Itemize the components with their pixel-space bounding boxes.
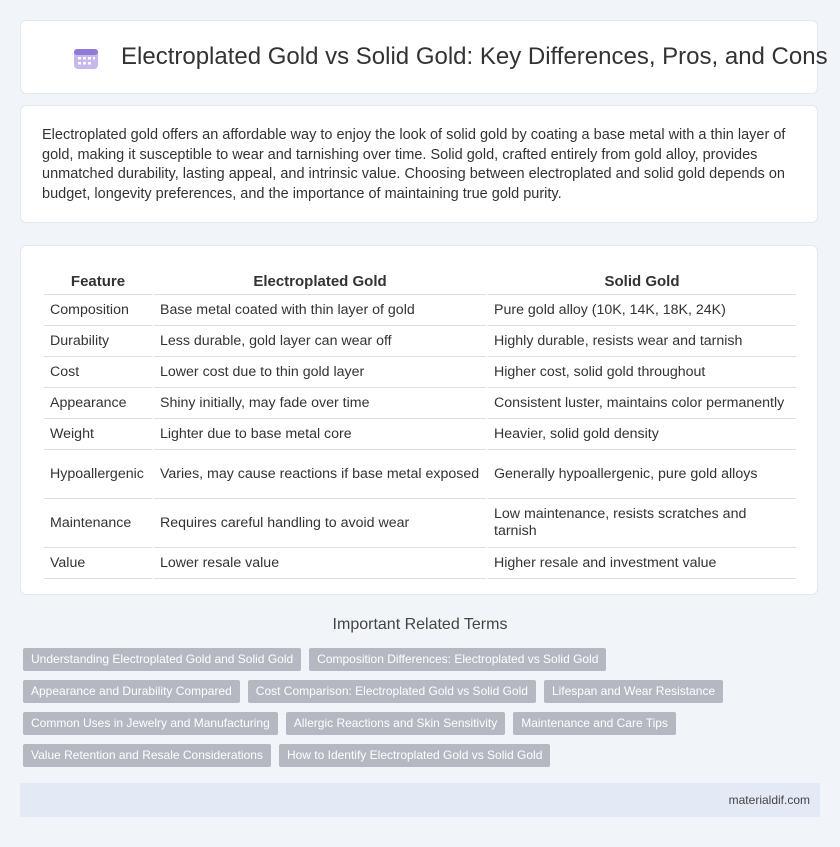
table-cell: Pure gold alloy (10K, 14K, 18K, 24K)	[488, 295, 796, 326]
table-cell: Base metal coated with thin layer of gold	[154, 295, 486, 326]
table-cell: Generally hypoallergenic, pure gold alloys	[488, 450, 796, 499]
table-cell: Requires careful handling to avoid wear	[154, 499, 486, 548]
table-row	[44, 357, 796, 388]
column-header-electroplated: Electroplated Gold	[154, 264, 486, 295]
table-cell: Higher cost, solid gold throughout	[488, 357, 796, 388]
table-cell: Lower cost due to thin gold layer	[154, 357, 486, 388]
footer	[20, 783, 820, 817]
header-card	[20, 20, 828, 94]
table-row	[44, 388, 796, 419]
table-cell: Heavier, solid gold density	[488, 419, 796, 450]
table-row	[44, 326, 796, 357]
column-header-solid: Solid Gold	[488, 264, 796, 295]
related-terms-list	[23, 648, 813, 776]
related-term-tag[interactable]: Common Uses in Jewelry and Manufacturing	[23, 712, 278, 735]
table-cell: Composition	[44, 295, 152, 326]
column-header-feature: Feature	[44, 264, 152, 295]
table-cell: Low maintenance, resists scratches and tarnish	[488, 499, 796, 548]
comparison-table-card	[20, 245, 818, 595]
table-cell: Consistent luster, maintains color permanently	[488, 388, 796, 419]
table-row	[44, 450, 796, 499]
table-cell: Shiny initially, may fade over time	[154, 388, 486, 419]
table-cell: Lighter due to base metal core	[154, 419, 486, 450]
related-term-tag[interactable]: Lifespan and Wear Resistance	[544, 680, 723, 703]
related-term-tag[interactable]: Composition Differences: Electroplated vs Solid Gold	[309, 648, 606, 671]
table-cell: Maintenance	[44, 499, 152, 548]
related-term-tag[interactable]: Maintenance and Care Tips	[513, 712, 676, 735]
intro-text: Electroplated gold offers an affordable way to enjoy the look of solid gold by coating a base metal with a thin layer of gold, making it susceptible to wear and tarnishing over time. Solid gold, crafted entirely from gold alloy, provides unmatched durability, lasting appeal, and intrinsic value. Choosing between electroplated and solid gold depends on budget, longevity preferences, and the importance of maintaining true gold purity.	[42, 127, 786, 202]
related-term-tag[interactable]: Cost Comparison: Electroplated Gold vs Solid Gold	[248, 680, 536, 703]
table-row	[44, 419, 796, 450]
table-cell: Highly durable, resists wear and tarnish	[488, 326, 796, 357]
table-cell: Less durable, gold layer can wear off	[154, 326, 486, 357]
related-term-tag[interactable]: How to Identify Electroplated Gold vs Solid Gold	[279, 744, 550, 767]
table-cell: Lower resale value	[154, 548, 486, 579]
table-cell: Value	[44, 548, 152, 579]
table-header-row	[44, 264, 796, 295]
table-cell: Cost	[44, 357, 152, 388]
related-term-tag[interactable]: Value Retention and Resale Considerations	[23, 744, 271, 767]
related-term-tag[interactable]: Understanding Electroplated Gold and Solid Gold	[23, 648, 301, 671]
related-term-tag[interactable]: Allergic Reactions and Skin Sensitivity	[286, 712, 505, 735]
comparison-table	[42, 264, 798, 579]
footer-site-link[interactable]: materialdif.com	[728, 793, 810, 807]
intro-card	[20, 105, 818, 223]
table-row	[44, 548, 796, 579]
table-cell: Varies, may cause reactions if base metal exposed	[154, 450, 486, 499]
table-row	[44, 499, 796, 548]
table-cell: Appearance	[44, 388, 152, 419]
table-cell: Durability	[44, 326, 152, 357]
page-title: Electroplated Gold vs Solid Gold: Key Differences, Pros, and Cons	[121, 43, 828, 70]
related-terms-title: Important Related Terms	[332, 616, 508, 633]
table-cell: Weight	[44, 419, 152, 450]
table-row	[44, 295, 796, 326]
table-cell: Higher resale and investment value	[488, 548, 796, 579]
table-cell: Hypoallergenic	[44, 450, 152, 499]
related-term-tag[interactable]: Appearance and Durability Compared	[23, 680, 240, 703]
calendar-icon	[73, 46, 99, 70]
